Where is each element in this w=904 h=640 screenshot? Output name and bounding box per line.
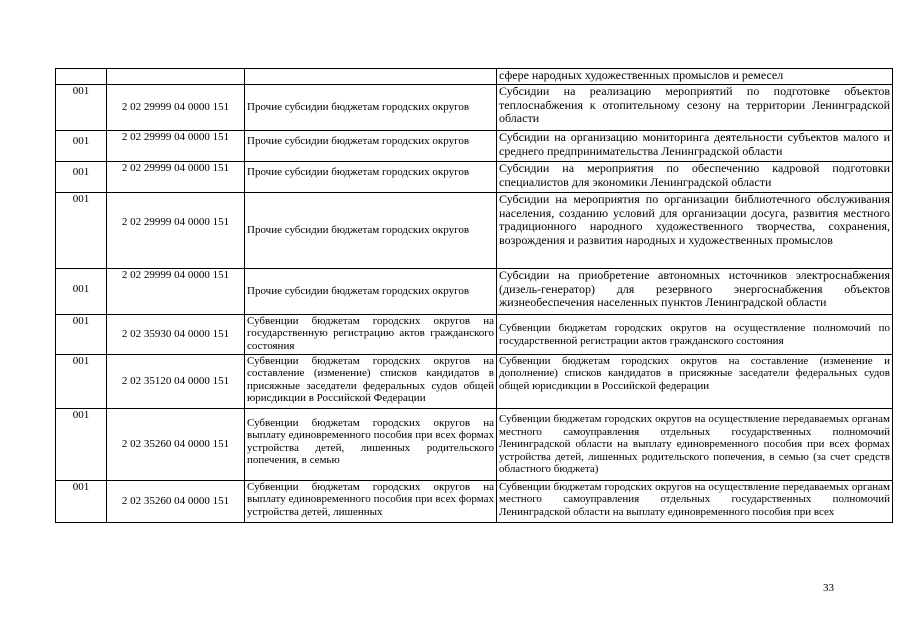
- budget-class-code-cell: 2 02 35930 04 0000 151: [107, 315, 245, 355]
- revenue-name-cell: Прочие субсидии бюджетам городских округов: [245, 131, 497, 162]
- budget-class-code-cell: 2 02 29999 04 0000 151: [107, 131, 245, 162]
- budget-revenue-table: [55, 68, 893, 523]
- admin-code-cell: 001: [56, 193, 107, 269]
- table-row: [56, 162, 893, 193]
- admin-code-cell: [56, 69, 107, 85]
- admin-code-cell: 001: [56, 269, 107, 315]
- revenue-description-cell: Субвенции бюджетам городских округов на осуществление полномочий по государственной регистрации актов гражданского состояния: [497, 315, 893, 355]
- revenue-name-cell: Субвенции бюджетам городских округов на составление (изменение) списков кандидатов в присяжные заседатели федеральных судов общей юрисдикции в Российской Федерации: [245, 355, 497, 409]
- admin-code-cell: 001: [56, 162, 107, 193]
- revenue-description-cell: Субвенции бюджетам городских округов на составление (изменение и дополнение) списков кандидатов в присяжные заседатели федеральных судов общей юрисдикции в Российской федерации: [497, 355, 893, 409]
- revenue-description-cell: Субсидии на приобретение автономных источников электроснабжения (дизель-генератор) для резервного энергоснабжения объектов жизнеобеспечения населенных пунктов Ленинградской области: [497, 269, 893, 315]
- revenue-name-cell: [245, 69, 497, 85]
- revenue-description-cell: Субсидии на мероприятия по организации библиотечного обслуживания населения, созданию условий для организации досуга, развития местного традиционного народного художественного творчества, сохранения, возрождения и развития народных и художественных промыслов: [497, 193, 893, 269]
- table-row: [56, 131, 893, 162]
- table-row: [56, 481, 893, 523]
- budget-class-code-cell: [107, 69, 245, 85]
- revenue-name-cell: Прочие субсидии бюджетам городских округов: [245, 85, 497, 131]
- revenue-name-cell: Прочие субсидии бюджетам городских округов: [245, 269, 497, 315]
- revenue-name-cell: Прочие субсидии бюджетам городских округов: [245, 162, 497, 193]
- admin-code-cell: 001: [56, 131, 107, 162]
- revenue-name-cell: Субвенции бюджетам городских округов на выплату единовременного пособия при всех формах устройства детей, лишенных: [245, 481, 497, 523]
- budget-class-code-cell: 2 02 35260 04 0000 151: [107, 409, 245, 481]
- revenue-name-cell: Субвенции бюджетам городских округов на выплату единовременного пособия при всех формах устройства детей, лишенных родительского попечения, в семью: [245, 409, 497, 481]
- budget-class-code-cell: 2 02 35120 04 0000 151: [107, 355, 245, 409]
- table-row: [56, 315, 893, 355]
- budget-class-code-cell: 2 02 29999 04 0000 151: [107, 269, 245, 315]
- budget-class-code-cell: 2 02 29999 04 0000 151: [107, 193, 245, 269]
- revenue-description-cell: Субсидии на мероприятия по обеспечению кадровой подготовки специалистов для экономики Ленинградской области: [497, 162, 893, 193]
- admin-code-cell: 001: [56, 315, 107, 355]
- revenue-name-cell: Прочие субсидии бюджетам городских округов: [245, 193, 497, 269]
- table-row: [56, 269, 893, 315]
- table-row: [56, 193, 893, 269]
- admin-code-cell: 001: [56, 85, 107, 131]
- budget-class-code-cell: 2 02 29999 04 0000 151: [107, 162, 245, 193]
- admin-code-cell: 001: [56, 355, 107, 409]
- table-row: [56, 355, 893, 409]
- admin-code-cell: 001: [56, 481, 107, 523]
- revenue-description-cell: Субсидии на реализацию мероприятий по подготовке объектов теплоснабжения к отопительному сезону на территории Ленинградской области: [497, 85, 893, 131]
- budget-class-code-cell: 2 02 29999 04 0000 151: [107, 85, 245, 131]
- table-row: [56, 69, 893, 85]
- revenue-description-cell: Субвенции бюджетам городских округов на осуществление передаваемых органам местного самоуправления отдельных государственных полномочий Ленинградской области на выплату единовременного пособия при всех формах устройства детей, лишенных родительского попечения, в семью (за счет средств областного бюджета): [497, 409, 893, 481]
- page-number: 33: [823, 582, 834, 594]
- admin-code-cell: 001: [56, 409, 107, 481]
- revenue-description-cell: Субсидии на организацию мониторинга деятельности субъектов малого и среднего предпринимательства Ленинградской области: [497, 131, 893, 162]
- table-row: [56, 409, 893, 481]
- revenue-description-cell: Субвенции бюджетам городских округов на осуществление передаваемых органам местного самоуправления отдельных государственных полномочий Ленинградской области на выплату единовременного пособия при всех: [497, 481, 893, 523]
- table-row: [56, 85, 893, 131]
- revenue-description-cell: сфере народных художественных промыслов и ремесел: [497, 69, 893, 85]
- budget-class-code-cell: 2 02 35260 04 0000 151: [107, 481, 245, 523]
- revenue-name-cell: Субвенции бюджетам городских округов на государственную регистрацию актов гражданского состояния: [245, 315, 497, 355]
